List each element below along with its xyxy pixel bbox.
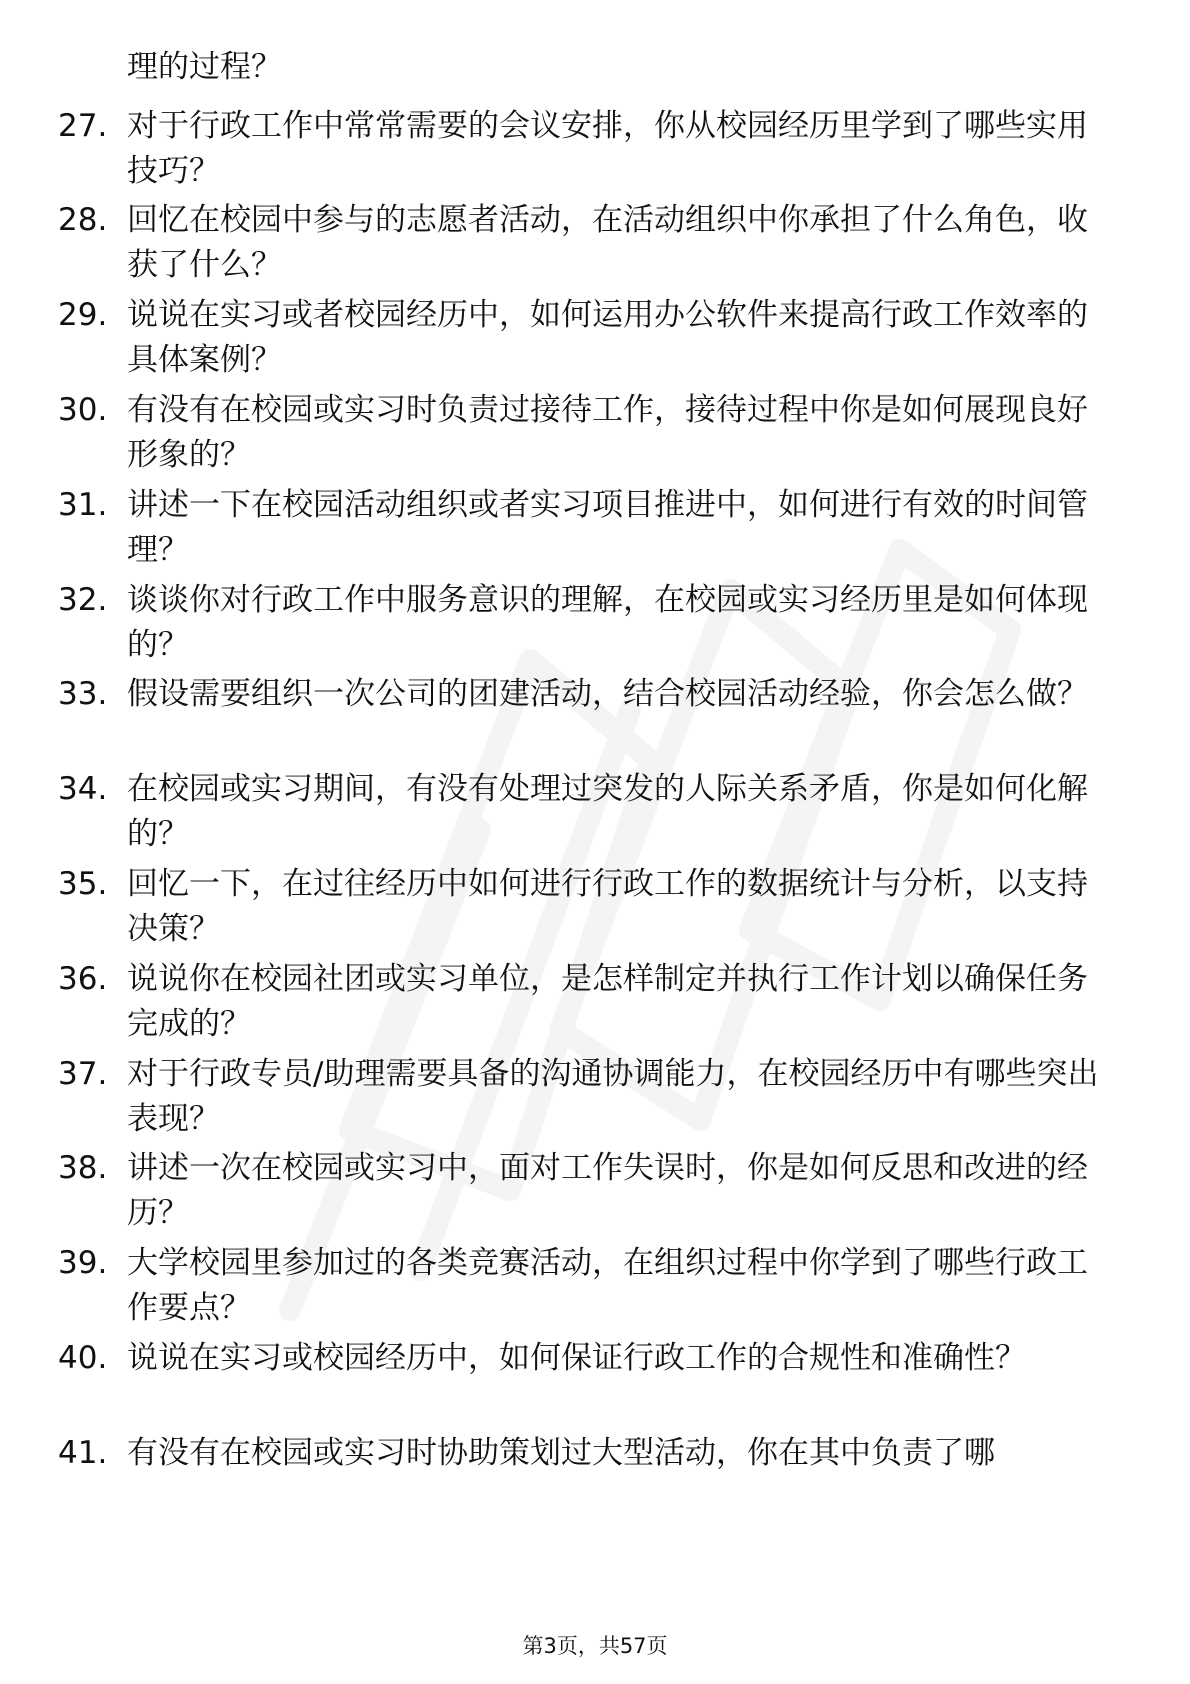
question-number: 35. [58,866,108,902]
question-text: 假设需要组织一次公司的团建活动，结合校园活动经验，你会怎么做？ [127,676,1088,712]
question-number: 33. [58,676,108,712]
question-number: 32. [58,582,108,618]
list-item [0,1146,1190,1246]
list-item [0,957,1190,1057]
list-item [0,483,1190,583]
continuation-line: 理的过程？ [127,49,282,85]
question-text: 说说在实习或者校园经历中，如何运用办公软件来提高行政工作效率的具体案例？ [127,297,1088,378]
list-item [0,1241,1190,1341]
page-footer: 第3页，共57页 [522,1634,668,1658]
question-text: 回忆在校园中参与的志愿者活动，在活动组织中你承担了什么角色，收获了什么？ [127,202,1088,283]
question-number: 28. [58,202,108,238]
question-text: 回忆一下，在过往经历中如何进行行政工作的数据统计与分析，以支持决策？ [127,866,1088,947]
question-number: 39. [58,1245,108,1281]
question-text: 讲述一下在校园活动组织或者实习项目推进中，如何进行有效的时间管理？ [127,487,1088,568]
list-item [0,1431,1190,1531]
list-item [0,293,1190,393]
question-number: 38. [58,1150,108,1186]
list-item [0,672,1190,772]
list-item [0,767,1190,867]
question-text: 对于行政专员/助理需要具备的沟通协调能力，在校园经历中有哪些突出表现？ [127,1056,1099,1137]
list-item [0,1052,1190,1152]
list-item [0,104,1190,204]
list-item [0,578,1190,678]
question-number: 37. [58,1056,108,1092]
question-number: 34. [58,771,108,807]
question-text: 讲述一次在校园或实习中，面对工作失误时，你是如何反思和改进的经历？ [127,1150,1088,1231]
question-text: 对于行政工作中常常需要的会议安排，你从校园经历里学到了哪些实用技巧？ [127,108,1088,189]
question-text: 有没有在校园或实习时协助策划过大型活动，你在其中负责了哪 [127,1435,995,1471]
question-number: 36. [58,961,108,997]
list-item [0,388,1190,488]
list-item [0,1336,1190,1436]
question-text: 大学校园里参加过的各类竞赛活动，在组织过程中你学到了哪些行政工作要点？ [127,1245,1088,1326]
question-number: 30. [58,392,108,428]
question-number: 41. [58,1435,108,1471]
question-number: 29. [58,297,108,333]
question-number: 40. [58,1340,108,1376]
list-item [0,198,1190,298]
question-number: 27. [58,108,108,144]
question-text: 说说在实习或校园经历中，如何保证行政工作的合规性和准确性？ [127,1340,1026,1376]
question-number: 31. [58,487,108,523]
question-text: 谈谈你对行政工作中服务意识的理解，在校园或实习经历里是如何体现的？ [127,582,1088,663]
question-text: 有没有在校园或实习时负责过接待工作，接待过程中你是如何展现良好形象的？ [127,392,1088,473]
question-text: 说说你在校园社团或实习单位，是怎样制定并执行工作计划以确保任务完成的？ [127,961,1088,1042]
question-text: 在校园或实习期间，有没有处理过突发的人际关系矛盾，你是如何化解的？ [127,771,1088,852]
list-item [0,862,1190,962]
